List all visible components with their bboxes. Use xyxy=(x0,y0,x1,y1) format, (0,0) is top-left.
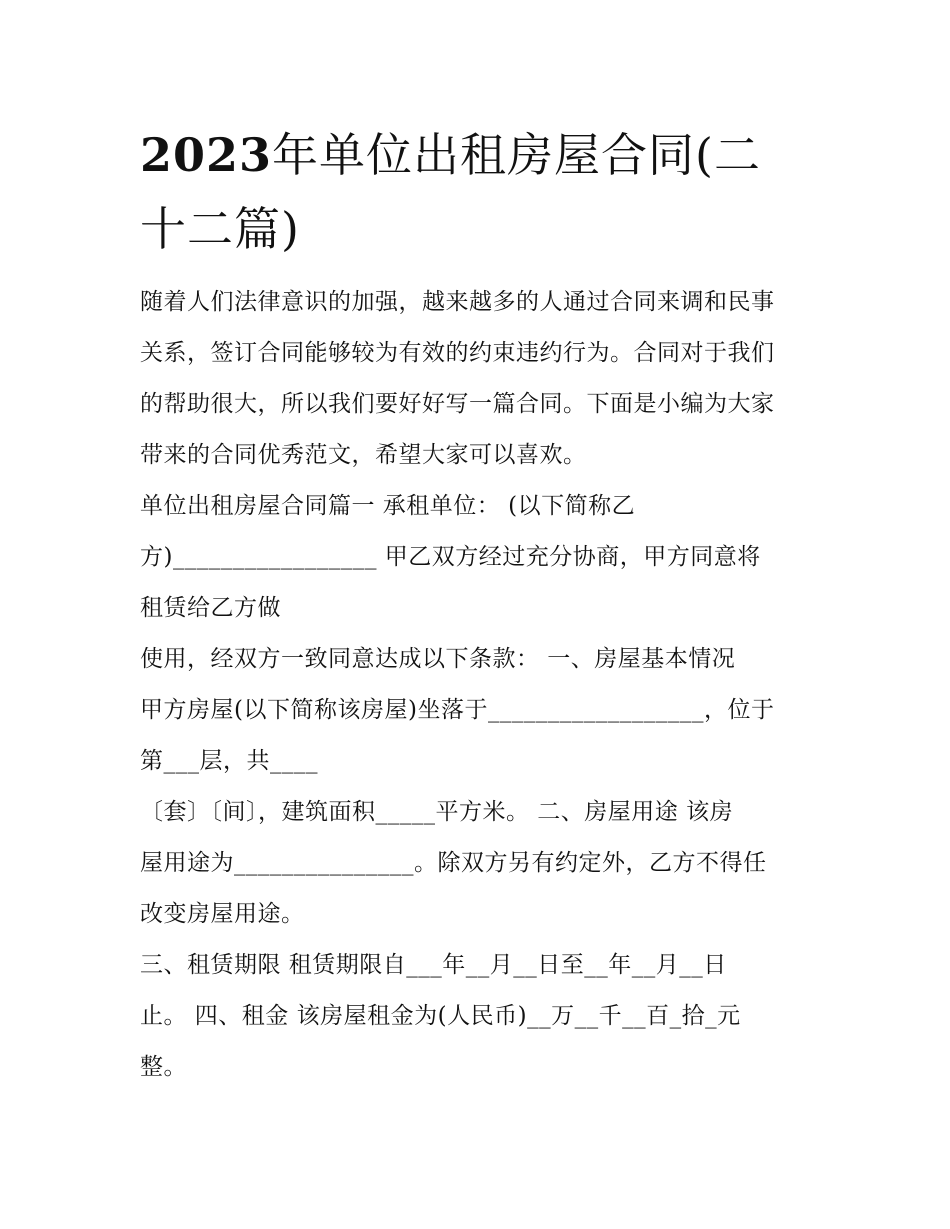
body-line: 三、租赁期限 租赁期限自___年__月__日至__年__月__日 xyxy=(140,952,727,978)
title-line-2: 十二篇) xyxy=(140,202,300,256)
body-line: 的帮助很大，所以我们要好好写一篇合同。下面是小编为大家 xyxy=(140,391,775,417)
body-line: 方)_________________ 甲乙双方经过充分协商，甲方同意将 xyxy=(140,544,761,570)
body-line: 租赁给乙方做 xyxy=(140,595,281,621)
body-line: 〔套〕〔间〕，建筑面积_____平方米。 二、房屋用途 该房 xyxy=(140,799,734,825)
document-body xyxy=(140,277,830,1093)
body-line: 带来的合同优秀范文，希望大家可以喜欢。 xyxy=(140,442,587,468)
body-line: 屋用途为_______________。除双方另有约定外，乙方不得任 xyxy=(140,850,767,876)
title-line-1-text: 年单位出租房屋合同(二 xyxy=(272,128,761,182)
body-line: 随着人们法律意识的加强，越来越多的人通过合同来调和民事 xyxy=(140,289,775,315)
body-line: 第___层，共____ xyxy=(140,748,318,774)
body-line: 整。 xyxy=(140,1054,187,1080)
body-line: 关系，签订合同能够较为有效的约束违约行为。合同对于我们 xyxy=(140,340,775,366)
body-line: 甲方房屋(以下简称该房屋)坐落于__________________，位于 xyxy=(140,697,775,723)
body-line: 使用，经双方一致同意达成以下条款： 一、房屋基本情况 xyxy=(140,646,736,672)
body-line: 单位出租房屋合同篇一 承租单位： (以下简称乙 xyxy=(140,493,636,519)
title-year: 2023 xyxy=(140,128,273,182)
body-line: 止。 四、租金 该房屋租金为(人民币)__万__千__百_拾_元 xyxy=(140,1003,741,1029)
title-line-1 xyxy=(140,118,820,192)
body-line: 改变房屋用途。 xyxy=(140,901,305,927)
document-title xyxy=(140,118,820,266)
